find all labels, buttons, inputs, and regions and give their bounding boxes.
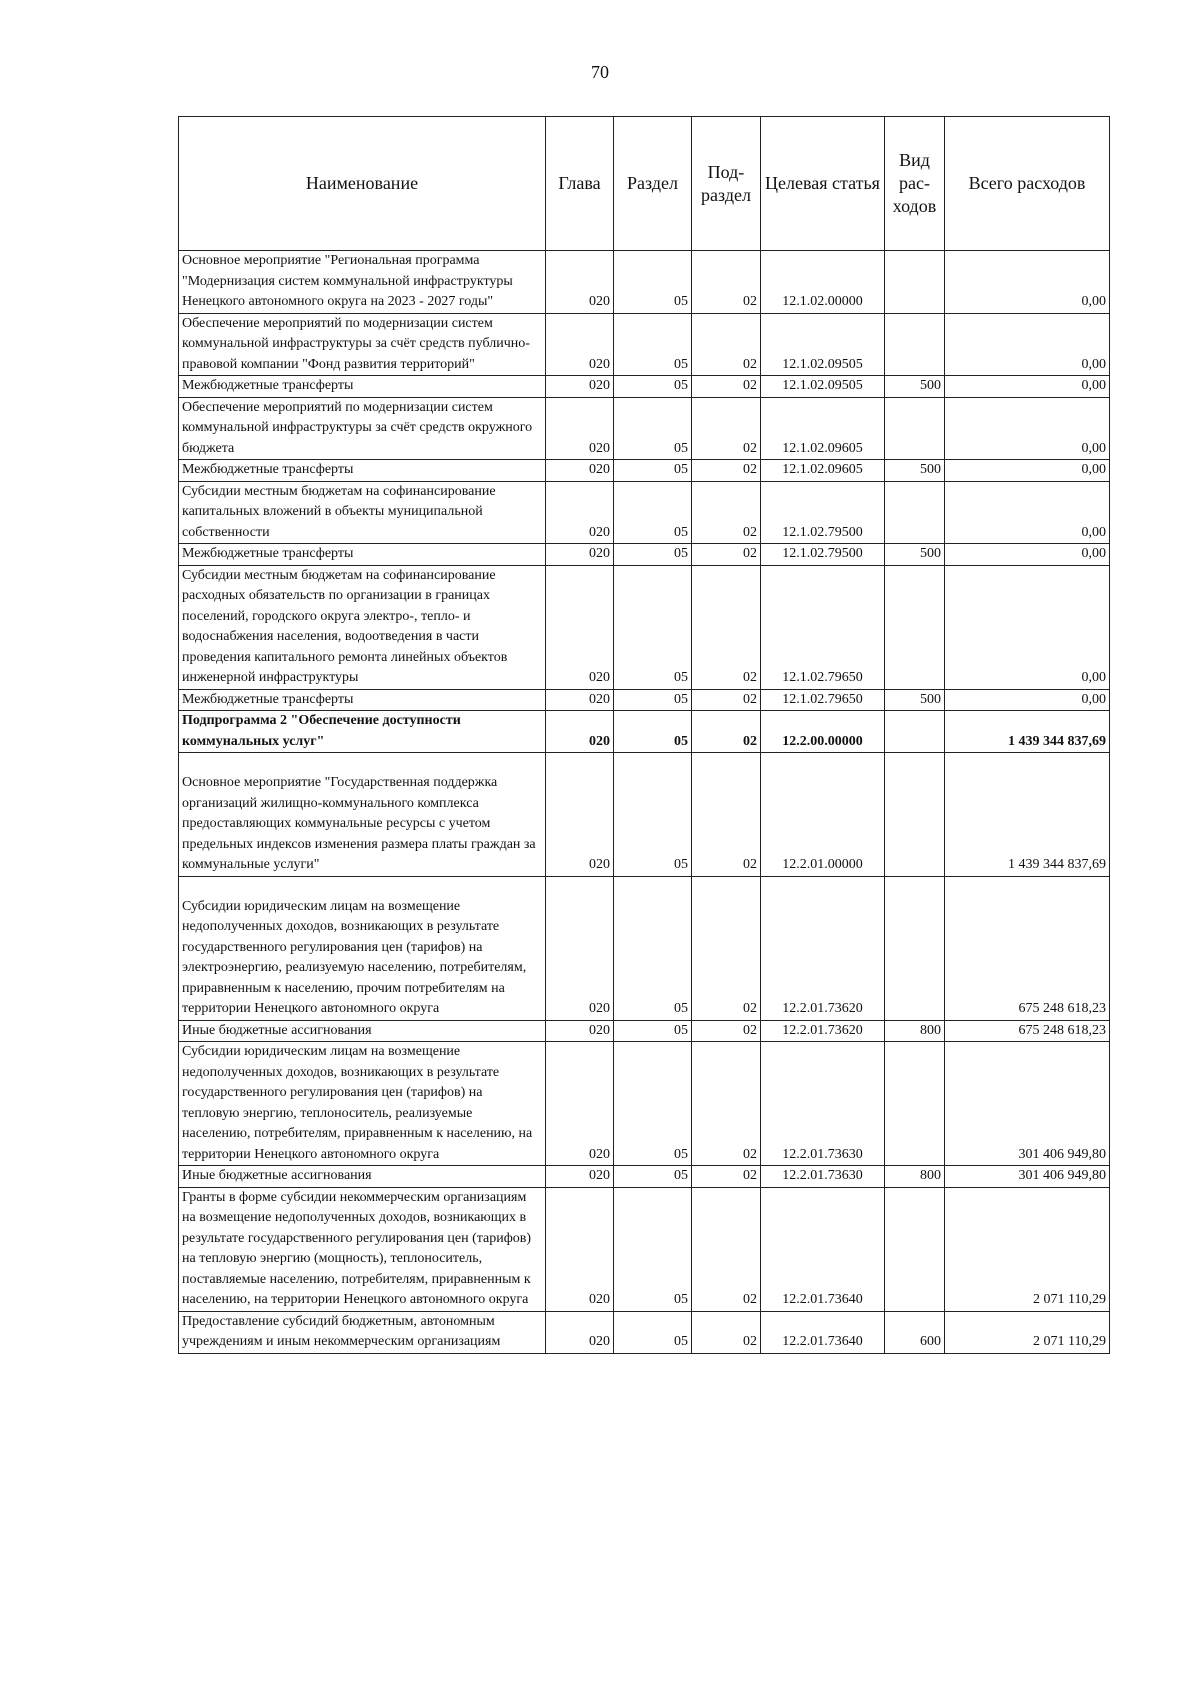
row-razdel: 05 [614,313,692,376]
table-row [179,876,1110,1020]
row-name: Межбюджетные трансферты [179,689,546,711]
row-razdel: 05 [614,1187,692,1311]
row-glava: 020 [546,876,614,1020]
row-celevaya: 12.2.00.00000 [761,711,885,753]
row-celevaya: 12.1.02.09505 [761,313,885,376]
table-row [179,481,1110,544]
row-podrazdel: 02 [692,753,761,877]
row-glava: 020 [546,397,614,460]
row-total: 0,00 [945,565,1110,689]
row-razdel: 05 [614,1020,692,1042]
table-row [179,711,1110,753]
row-celevaya: 12.1.02.79500 [761,544,885,566]
row-vid: 500 [885,689,945,711]
row-vid [885,1042,945,1166]
row-name: Гранты в форме субсидии некоммерческим организациям на возмещение недополученных доходов, возникающих в результате государственного регулирования цен (тарифов) на тепловую энергию (мощность), теплоноситель, поставляемые населению, потребителям, приравненным к населению, на территории Ненецкого автономного округа [179,1187,546,1311]
row-podrazdel: 02 [692,876,761,1020]
row-glava: 020 [546,1020,614,1042]
row-glava: 020 [546,313,614,376]
row-vid [885,1187,945,1311]
table-row [179,565,1110,689]
row-vid: 800 [885,1166,945,1188]
row-razdel: 05 [614,1311,692,1353]
table-row [179,1020,1110,1042]
row-glava: 020 [546,1311,614,1353]
table-row [179,753,1110,877]
row-name: Иные бюджетные ассигнования [179,1166,546,1188]
row-vid [885,753,945,877]
header-podrazdel: Под-раздел [692,117,761,251]
row-razdel: 05 [614,397,692,460]
header-name: Наименование [179,117,546,251]
header-total: Всего расходов [945,117,1110,251]
row-vid: 500 [885,544,945,566]
header-celevaya: Целевая статья [761,117,885,251]
row-total: 0,00 [945,251,1110,314]
row-name: Иные бюджетные ассигнования [179,1020,546,1042]
row-name: Субсидии местным бюджетам на софинансирование капитальных вложений в объекты муниципальной собственности [179,481,546,544]
row-celevaya: 12.2.01.73640 [761,1311,885,1353]
row-name: Подпрограмма 2 "Обеспечение доступности коммунальных услуг" [179,711,546,753]
row-name: Субсидии юридическим лицам на возмещение недополученных доходов, возникающих в результате государственного регулирования цен (тарифов) на тепловую энергию, теплоноситель, реализуемые населению, потребителям, приравненным к населению, на территории Ненецкого автономного округа [179,1042,546,1166]
row-name: Субсидии юридическим лицам на возмещение недополученных доходов, возникающих в результате государственного регулирования цен (тарифов) на электроэнергию, реализуемую населению, потребителям, приравненным к населению, прочим потребителям на территории Ненецкого автономного округа [179,876,546,1020]
row-vid [885,565,945,689]
row-celevaya: 12.1.02.79650 [761,565,885,689]
row-glava: 020 [546,1166,614,1188]
row-name: Субсидии местным бюджетам на софинансирование расходных обязательств по организации в границах поселений, городского округа электро-, тепло- и водоснабжения населения, водоотведения в части проведения капитального ремонта линейных объектов инженерной инфраструктуры [179,565,546,689]
row-celevaya: 12.1.02.09605 [761,397,885,460]
header-glava: Глава [546,117,614,251]
row-total: 2 071 110,29 [945,1187,1110,1311]
row-podrazdel: 02 [692,1166,761,1188]
row-total: 0,00 [945,460,1110,482]
row-glava: 020 [546,251,614,314]
row-podrazdel: 02 [692,1311,761,1353]
row-name: Межбюджетные трансферты [179,544,546,566]
table-row [179,313,1110,376]
row-celevaya: 12.1.02.09505 [761,376,885,398]
table-row [179,1187,1110,1311]
page-number: 70 [591,62,609,82]
row-razdel: 05 [614,376,692,398]
row-celevaya: 12.2.01.73620 [761,1020,885,1042]
row-razdel: 05 [614,251,692,314]
row-total: 0,00 [945,481,1110,544]
row-vid: 500 [885,460,945,482]
table-row [179,376,1110,398]
row-podrazdel: 02 [692,1042,761,1166]
row-glava: 020 [546,544,614,566]
row-glava: 020 [546,1042,614,1166]
row-podrazdel: 02 [692,481,761,544]
row-razdel: 05 [614,544,692,566]
row-razdel: 05 [614,689,692,711]
row-celevaya: 12.1.02.09605 [761,460,885,482]
row-razdel: 05 [614,876,692,1020]
row-vid [885,481,945,544]
row-razdel: 05 [614,481,692,544]
row-podrazdel: 02 [692,313,761,376]
row-name: Предоставление субсидий бюджетным, автономным учреждениям и иным некоммерческим организациям [179,1311,546,1353]
row-name: Обеспечение мероприятий по модернизации систем коммунальной инфраструктуры за счёт средств окружного бюджета [179,397,546,460]
row-name: Обеспечение мероприятий по модернизации систем коммунальной инфраструктуры за счёт средств публично-правовой компании "Фонд развития территорий" [179,313,546,376]
row-total: 0,00 [945,544,1110,566]
row-total: 2 071 110,29 [945,1311,1110,1353]
row-podrazdel: 02 [692,565,761,689]
row-glava: 020 [546,1187,614,1311]
row-celevaya: 12.2.01.73640 [761,1187,885,1311]
row-podrazdel: 02 [692,544,761,566]
row-total: 301 406 949,80 [945,1042,1110,1166]
table-row [179,1166,1110,1188]
row-podrazdel: 02 [692,1020,761,1042]
row-glava: 020 [546,376,614,398]
row-celevaya: 12.2.01.73620 [761,876,885,1020]
row-podrazdel: 02 [692,251,761,314]
row-celevaya: 12.1.02.79650 [761,689,885,711]
table-row [179,1042,1110,1166]
table-row [179,544,1110,566]
row-razdel: 05 [614,1166,692,1188]
table-row [179,689,1110,711]
row-razdel: 05 [614,711,692,753]
row-celevaya: 12.1.02.00000 [761,251,885,314]
table-row [179,1311,1110,1353]
row-celevaya: 12.2.01.73630 [761,1166,885,1188]
row-podrazdel: 02 [692,1187,761,1311]
row-celevaya: 12.2.01.00000 [761,753,885,877]
row-total: 301 406 949,80 [945,1166,1110,1188]
row-total: 0,00 [945,376,1110,398]
row-glava: 020 [546,460,614,482]
row-razdel: 05 [614,565,692,689]
row-celevaya: 12.1.02.79500 [761,481,885,544]
table-header-row [179,117,1110,251]
table-row [179,397,1110,460]
row-total: 675 248 618,23 [945,876,1110,1020]
row-vid [885,397,945,460]
row-razdel: 05 [614,1042,692,1166]
row-vid: 600 [885,1311,945,1353]
row-total: 0,00 [945,313,1110,376]
header-vid: Вид рас-ходов [885,117,945,251]
row-celevaya: 12.2.01.73630 [761,1042,885,1166]
table-row [179,460,1110,482]
row-glava: 020 [546,481,614,544]
row-razdel: 05 [614,460,692,482]
row-total: 1 439 344 837,69 [945,711,1110,753]
row-vid [885,876,945,1020]
header-razdel: Раздел [614,117,692,251]
row-vid [885,313,945,376]
row-glava: 020 [546,711,614,753]
row-name: Межбюджетные трансферты [179,376,546,398]
row-total: 0,00 [945,689,1110,711]
row-glava: 020 [546,753,614,877]
row-podrazdel: 02 [692,460,761,482]
row-vid [885,251,945,314]
row-total: 1 439 344 837,69 [945,753,1110,877]
row-vid: 500 [885,376,945,398]
row-glava: 020 [546,689,614,711]
row-podrazdel: 02 [692,689,761,711]
table-row [179,251,1110,314]
budget-table [178,116,1110,1354]
row-podrazdel: 02 [692,397,761,460]
row-podrazdel: 02 [692,376,761,398]
row-vid: 800 [885,1020,945,1042]
row-razdel: 05 [614,753,692,877]
row-name: Основное мероприятие "Региональная программа "Модернизация систем коммунальной инфраструктуры Ненецкого автономного округа на 2023 - 2027 годы" [179,251,546,314]
row-vid [885,711,945,753]
row-podrazdel: 02 [692,711,761,753]
row-name: Основное мероприятие "Государственная поддержка организаций жилищно-коммунального комплекса предоставляющих коммунальные ресурсы с учетом предельных индексов изменения размера платы граждан за коммунальные услуги" [179,753,546,877]
row-name: Межбюджетные трансферты [179,460,546,482]
row-total: 675 248 618,23 [945,1020,1110,1042]
row-glava: 020 [546,565,614,689]
row-total: 0,00 [945,397,1110,460]
